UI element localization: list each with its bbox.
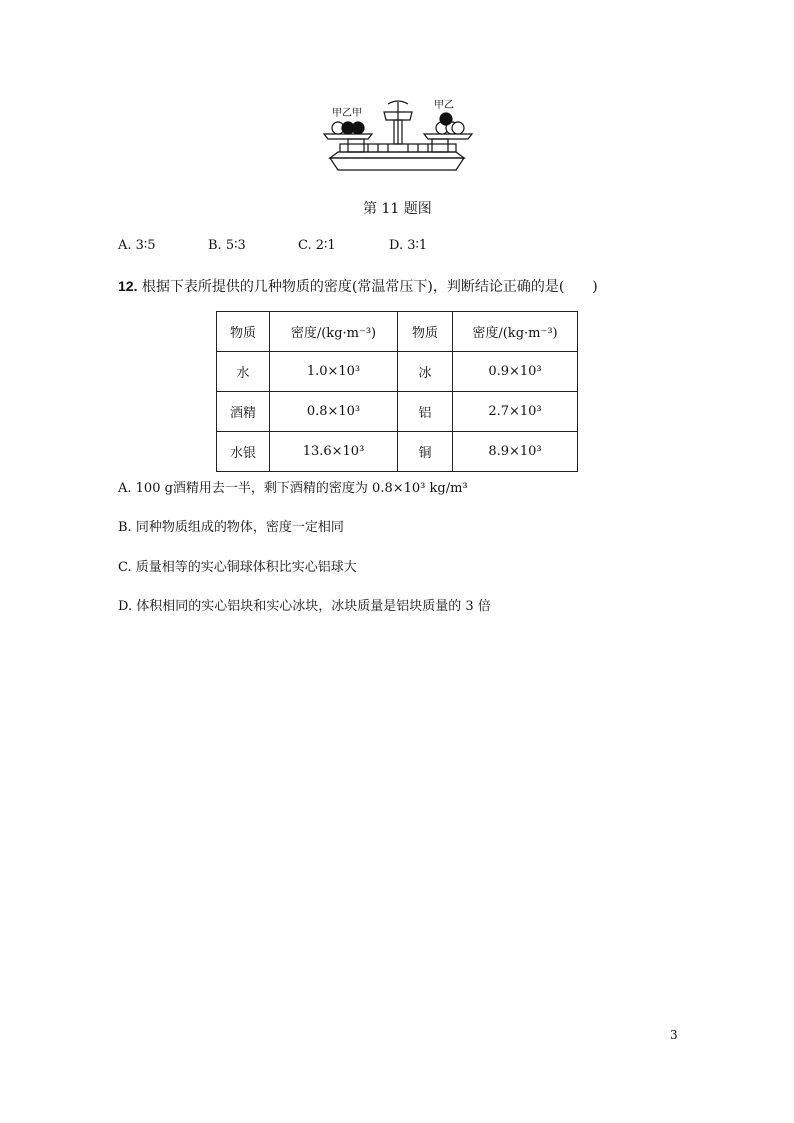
left-pan-label: 甲乙甲 [332, 108, 362, 119]
table-cell: 13.6×10³ [270, 432, 398, 472]
table-header-cell: 物质 [398, 312, 453, 352]
table-cell: 8.9×10³ [453, 432, 578, 472]
balance-scale-figure [318, 98, 478, 176]
q12-number: 12. [118, 278, 138, 294]
q12-option-d: D. 体积相同的实心铝块和实心冰块，冰块质量是铝块质量的 3 倍 [118, 599, 491, 614]
table-cell: 水 [217, 352, 270, 392]
table-cell: 1.0×10³ [270, 352, 398, 392]
table-cell: 水银 [217, 432, 270, 472]
q12-stem [118, 276, 598, 296]
page-number: 3 [670, 1028, 678, 1042]
figure-caption: 第 11 题图 [363, 201, 432, 217]
ball-jia-icon [440, 113, 452, 125]
q12-stem-text: 根据下表所提供的几种物质的密度(常温常压下)，判断结论正确的是( ) [141, 279, 598, 295]
table-header-cell: 物质 [217, 312, 270, 352]
q11-option-a: A. 3∶5 [118, 238, 156, 253]
table-row [217, 392, 578, 432]
table-cell: 铝 [398, 392, 453, 432]
table-header-cell: 密度/(kg·m⁻³) [270, 312, 398, 352]
table-header-row [217, 312, 578, 352]
table-row [217, 432, 578, 472]
table-cell: 铜 [398, 432, 453, 472]
table-cell: 0.8×10³ [270, 392, 398, 432]
ball-yi-icon [452, 122, 464, 134]
table-row [217, 352, 578, 392]
q11-option-c: C. 2∶1 [298, 238, 336, 253]
ball-jia-icon [352, 122, 364, 134]
q11-option-b: B. 5∶3 [208, 238, 246, 253]
table-cell: 2.7×10³ [453, 392, 578, 432]
table-cell: 酒精 [217, 392, 270, 432]
table-cell: 冰 [398, 352, 453, 392]
right-pan-label: 甲乙 [434, 100, 454, 111]
q12-option-b: B. 同种物质组成的物体，密度一定相同 [118, 520, 344, 535]
q12-option-a: A. 100 g酒精用去一半，剩下酒精的密度为 0.8×10³ kg/m³ [118, 481, 468, 496]
density-table [216, 311, 578, 472]
q11-option-d: D. 3∶1 [389, 238, 428, 253]
table-header-cell: 密度/(kg·m⁻³) [453, 312, 578, 352]
q12-option-c: C. 质量相等的实心铜球体积比实心铝球大 [118, 560, 357, 575]
table-cell: 0.9×10³ [453, 352, 578, 392]
